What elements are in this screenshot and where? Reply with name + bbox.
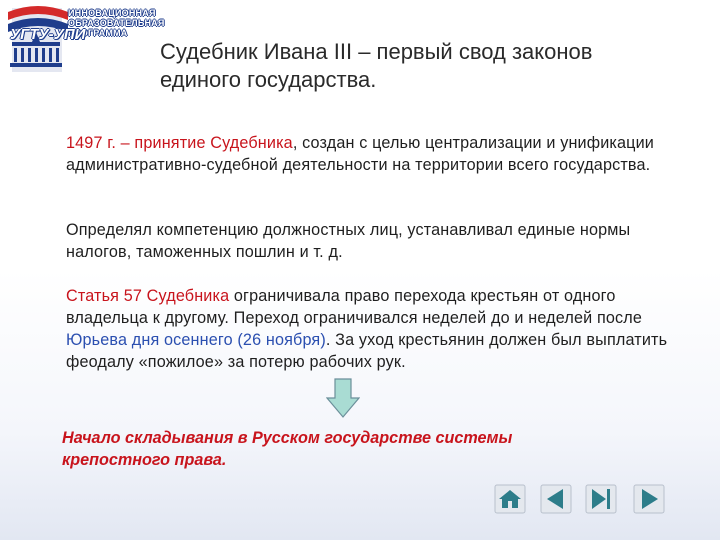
highlight-adoption-date: 1497 г. – принятие Судебника [66, 134, 293, 152]
previous-slide-button[interactable] [540, 484, 572, 514]
paragraph-article-57 [66, 285, 698, 373]
logo-line-1: ИННОВАЦИОННАЯ [68, 8, 156, 18]
paragraph-text: , создан с целью централизации и унификации административно-судебной деятельности на территории всего государства. [66, 134, 654, 174]
home-button[interactable] [494, 484, 526, 514]
slide-title-line-2: единого государства. [160, 67, 377, 92]
university-logo [2, 2, 165, 84]
logo-university-abbr: УГТУ-УПИ [10, 26, 86, 43]
slide-title-line-1: Судебник Ивана III – первый свод законов [160, 39, 593, 64]
conclusion-text: Начало складывания в Русском государстве системы крепостного права. [62, 429, 513, 469]
down-arrow-icon [326, 378, 360, 418]
paragraph-text: ограничивала право перехода крестьян от одного владельца к другому. Переход ограничивался неделей до и неделей после [66, 287, 642, 327]
paragraph-text: Определял компетенцию должностных лиц, устанавливал единые нормы налогов, таможенных пошлин и т. д. [66, 221, 631, 261]
paragraph-competence [66, 219, 696, 263]
last-slide-button[interactable] [585, 484, 617, 514]
highlight-yuriev-day: Юрьева дня осеннего (26 ноября) [66, 331, 326, 349]
logo-emblem-icon [2, 2, 72, 84]
logo-line-2: ОБРАЗОВАТЕЛЬНАЯ [68, 18, 165, 28]
next-slide-button[interactable] [633, 484, 665, 514]
paragraph-text: . За уход крестьянин должен был выплатить феодалу «пожилое» за потерю рабочих рук. [66, 331, 668, 371]
slide-title [160, 38, 680, 94]
logo-line-3: ПРОГРАММА [68, 28, 128, 38]
highlight-article-57: Статья 57 Судебника [66, 287, 230, 305]
paragraph-sudebnik-adoption [66, 132, 696, 176]
